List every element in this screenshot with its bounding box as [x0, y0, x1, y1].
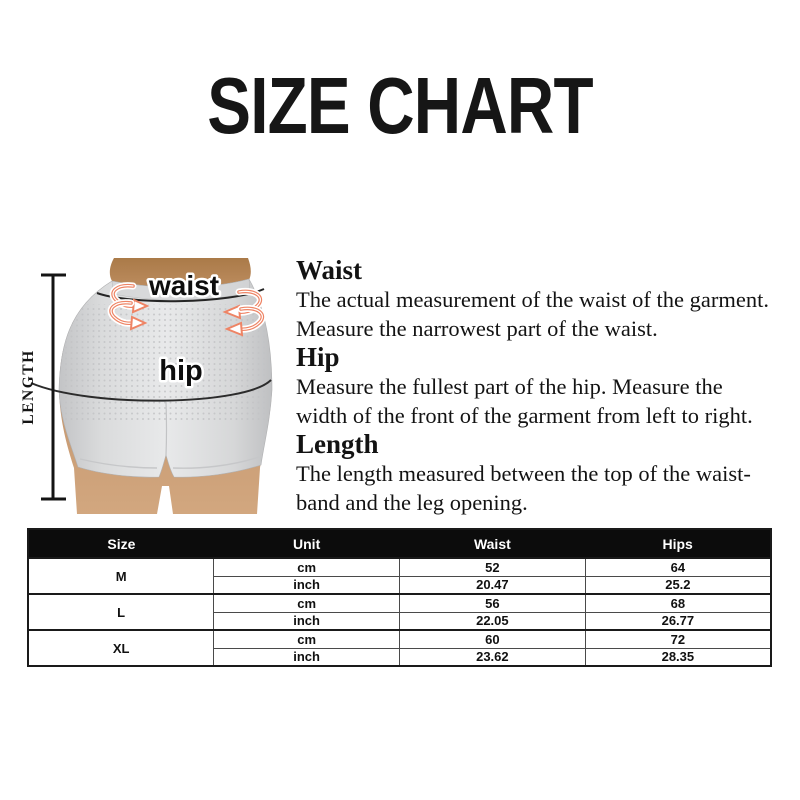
- waist-text-line: The actual measurement of the waist of the garment.: [296, 287, 769, 312]
- unit-value: cm: [214, 630, 400, 648]
- waist-value: 22.05: [400, 612, 586, 630]
- measurement-descriptions: [296, 256, 782, 517]
- waist-value: 56: [400, 594, 586, 612]
- hip-text-line: Measure the fullest part of the hip. Measure the: [296, 374, 723, 399]
- waist-value: 60: [400, 630, 586, 648]
- unit-value: cm: [214, 558, 400, 576]
- unit-value: inch: [214, 648, 400, 666]
- hip-label: hip: [159, 355, 203, 387]
- center-seam: [166, 402, 167, 455]
- hips-value: 28.35: [585, 648, 771, 666]
- waist-value: 52: [400, 558, 586, 576]
- length-description: [296, 430, 782, 517]
- hip-description: [296, 343, 782, 430]
- hips-value: 72: [585, 630, 771, 648]
- waist-column-header: Waist: [400, 529, 586, 558]
- length-text-line: band and the leg opening.: [296, 490, 528, 515]
- length-text-line: The length measured between the top of the waist-: [296, 461, 751, 486]
- table-row: [28, 558, 771, 576]
- waist-value: 20.47: [400, 576, 586, 594]
- waist-heading: Waist: [296, 255, 363, 285]
- hip-heading: Hip: [296, 342, 340, 372]
- hips-value: 68: [585, 594, 771, 612]
- size-column-header: Size: [28, 529, 214, 558]
- hips-column-header: Hips: [585, 529, 771, 558]
- table-row: [28, 594, 771, 612]
- waist-description: [296, 256, 782, 343]
- size-value: M: [28, 558, 214, 594]
- hips-value: 25.2: [585, 576, 771, 594]
- unit-value: inch: [214, 576, 400, 594]
- hip-text-line: width of the front of the garment from left to right.: [296, 403, 753, 428]
- waist-label: waist: [148, 270, 220, 301]
- measurement-figure: [20, 252, 302, 520]
- hips-value: 26.77: [585, 612, 771, 630]
- unit-value: inch: [214, 612, 400, 630]
- size-table: [27, 528, 772, 667]
- size-table-section: [27, 528, 772, 667]
- unit-value: cm: [214, 594, 400, 612]
- size-value: XL: [28, 630, 214, 666]
- length-heading: Length: [296, 429, 379, 459]
- waist-text-line: Measure the narrowest part of the waist.: [296, 316, 658, 341]
- length-label: LENGTH: [20, 349, 37, 425]
- model-photo: [20, 252, 302, 520]
- waist-value: 23.62: [400, 648, 586, 666]
- size-value: L: [28, 594, 214, 630]
- unit-column-header: Unit: [214, 529, 400, 558]
- table-row: [28, 630, 771, 648]
- hips-value: 64: [585, 558, 771, 576]
- size-table-header-row: [28, 529, 771, 558]
- page-title: SIZE CHART: [207, 61, 593, 150]
